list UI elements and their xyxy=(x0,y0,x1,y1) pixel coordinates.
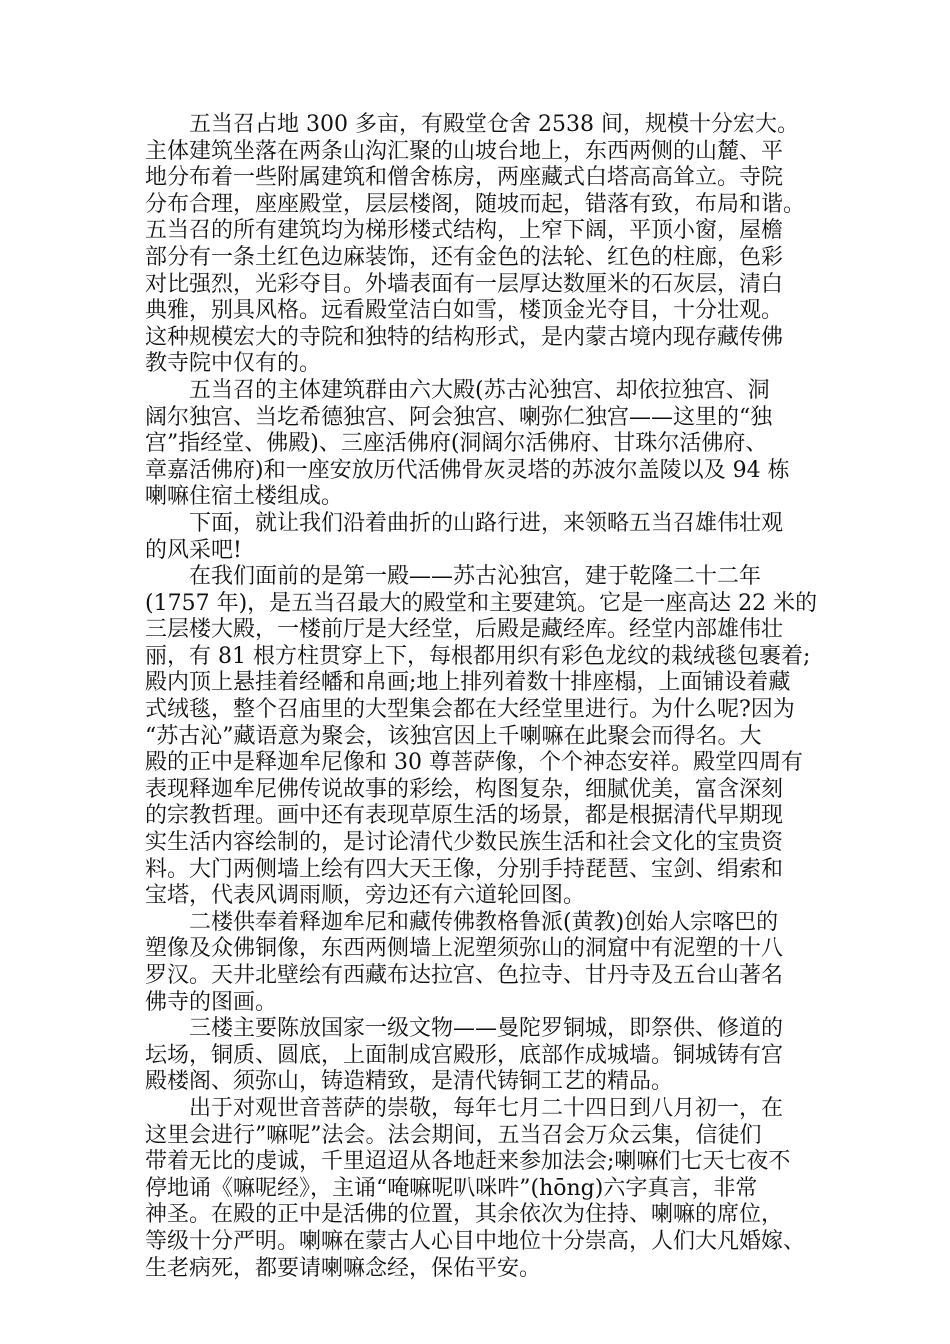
paragraph-mani-assembly: 出于对观世音菩萨的崇敬，每年七月二十四日到八月初一，在 这里会进行”嘛呢”法会。法会期间，五当召会万众云集，信徒们 带着无比的虔诚，千里迢迢从各地赶来参加法会;喇嘛们七天七夜不 停地诵《嘛呢经》，主诵“唵嘛呢叭咪吽”(hōng)六字真言，非常 神圣。在殿的正中是活佛的位置，其余依次为住持、喇嘛的席位， 等级十分严明。喇嘛在蒙古人心目中地位十分崇高，人们大凡婚嫁、 生老病死，都要请喇嘛念经，保佑平安。 xyxy=(145,1095,806,1281)
paragraph-second-floor: 二楼供奉着释迦牟尼和藏传佛教格鲁派(黄教)创始人宗喀巴的 塑像及众佛铜像，东西两侧墙上泥塑须弥山的洞窟中有泥塑的十八 罗汉。天井北壁绘有西藏布达拉宫、色拉寺、甘丹寺及五台山著名 佛寺的图画。 xyxy=(145,909,784,1015)
paragraph-overview: 五当召占地 300 多亩，有殿堂仓舍 2538 间，规模十分宏大。 主体建筑坐落在两条山沟汇聚的山坡台地上，东西两侧的山麓、平 地分布着一些附属建筑和僧舍栋房，两座藏式白塔高高耸立。寺院 分布合理，座座殿堂，层层楼阁，随坡而起，错落有致，布局和谐。 五当召的所有建筑均为梯形楼式结构，上窄下阔，平顶小窗，屋檐 部分有一条土红色边麻装饰，还有金色的法轮、红色的柱廊，色彩 对比强烈，光彩夺目。外墙表面有一层厚达数厘米的石灰层，清白 典雅，别具风格。远看殿堂洁白如雪，楼顶金光夺目，十分壮观。 这种规模宏大的寺院和独特的结构形式，是内蒙古境内现存藏传佛 教寺院中仅有的。 xyxy=(145,112,806,377)
paragraph-third-floor: 三楼主要陈放国家一级文物——曼陀罗铜城，即祭供、修道的 坛场，铜质、圆底，上面制成宫殿形，底部作成城墙。铜城铸有宫 殿楼阁、须弥山，铸造精致，是清代铸铜工艺的精品。 xyxy=(145,1016,784,1095)
paragraph-first-hall: 在我们面前的是第一殿——苏古沁独宫，建于乾隆二十二年 (1757 年)，是五当召最大的殿堂和主要建筑。它是一座高达 22 米的 三层楼大殿，一楼前厅是大经堂，后殿是藏经库。经堂内部雄伟壮 丽，有 81 根方柱贯穿上下，每根都用织有彩色龙纹的栽绒毯包裹着; 殿内顶上悬挂着经幡和帛画;地上排列着数十排座榻，上面铺设着藏 式绒毯，整个召庙里的大型集会都在大经堂里进行。为什么呢?因为 “苏古沁”藏语意为聚会，该独宫因上千喇嘛在此聚会而得名。大 殿的正中是释迦牟尼像和 30 尊菩萨像，个个神态安祥。殿堂四周有 表现释迦牟尼佛传说故事的彩绘，构图复杂，细腻优美，富含深刻 的宗教哲理。画中还有表现草原生活的场景，都是根据清代早期现 实生活内容绘制的，是讨论清代少数民族生活和社会文化的宝贵资 料。大门两侧墙上绘有四大天王像，分别手持琵琶、宝剑、绢索和 宝塔，代表风调雨顺，旁边还有六道轮回图。 xyxy=(145,564,818,909)
paragraph-building-group: 五当召的主体建筑群由六大殿(苏古沁独宫、却依拉独宫、洞 阔尔独宫、当圪希德独宫、阿会独宫、喇弥仁独宫——这里的“独 宫”指经堂、佛殿)、三座活佛府(洞阔尔活佛府、甘珠尔活佛府、 章嘉活佛府)和一座安放历代活佛骨灰灵塔的苏波尔盖陵以及 94 栋 喇嘛住宿土楼组成。 xyxy=(145,377,790,510)
paragraph-transition: 下面，就让我们沿着曲折的山路行进，来领略五当召雄伟壮观 的风采吧! xyxy=(145,510,784,563)
document-body xyxy=(145,112,821,1282)
